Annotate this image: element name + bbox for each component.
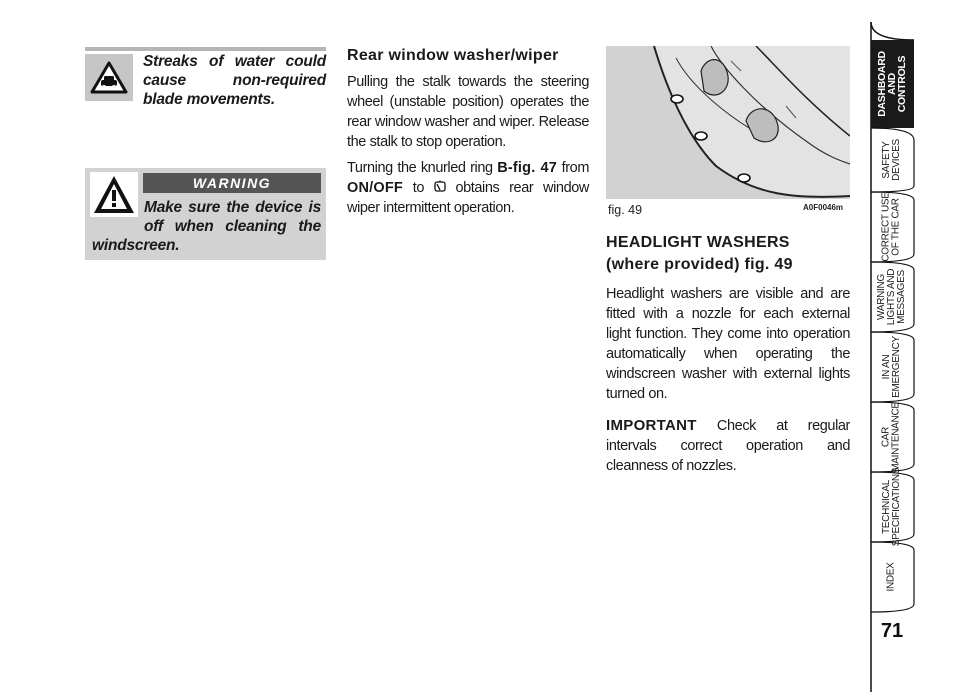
tab-label: CAR MAINTENANCE bbox=[881, 402, 903, 472]
headlight-heading-line-1: HEADLIGHT WASHERS bbox=[606, 234, 790, 251]
important-paragraph bbox=[606, 416, 850, 476]
note-box bbox=[85, 47, 326, 108]
headlight-heading-line-2: (where provided) fig. 49 bbox=[606, 256, 793, 273]
para2-text-a: Turning the knurled ring bbox=[347, 160, 498, 176]
tab-safety-devices[interactable] bbox=[870, 128, 914, 192]
note-top-rule bbox=[85, 47, 326, 51]
headlight-washers-paragraph: Headlight washers are visible and are fitted with a nozzle for each external light function. They come into operation automatically when operating the windscreen washer with external lights turned on. bbox=[606, 286, 850, 402]
tab-label: TECHNICAL SPECIFICATIONS bbox=[881, 467, 902, 547]
tab-warning-lights[interactable] bbox=[870, 262, 914, 332]
figure-caption: fig. 49 bbox=[608, 203, 643, 217]
note-text: Streaks of water could cause non-required blade movements. bbox=[143, 53, 326, 108]
tab-label: CORRECT USE OF THE CAR bbox=[881, 192, 902, 262]
tab-label: INDEX bbox=[886, 562, 897, 592]
on-off-label: ON/OFF bbox=[347, 180, 403, 196]
tab-label: SAFETY DEVICES bbox=[881, 139, 902, 181]
headlight-washers-heading bbox=[606, 232, 850, 276]
car-skid-triangle-icon bbox=[85, 54, 133, 101]
page-number: 71 bbox=[880, 620, 904, 642]
rear-washer-paragraph-2 bbox=[347, 158, 589, 218]
figure-reference: B-fig. 47 bbox=[497, 160, 558, 176]
rear-washer-section bbox=[347, 45, 589, 224]
warning-title: WARNING bbox=[143, 173, 321, 193]
para2-text-d: obtains rear window wiper intermittent operation. bbox=[347, 180, 589, 216]
para2-text-b: from bbox=[557, 160, 589, 176]
tab-car-maintenance[interactable] bbox=[870, 402, 914, 472]
important-text: Check at regular intervals correct operation and cleanness of nozzles. bbox=[606, 418, 850, 474]
section-tabs bbox=[870, 0, 960, 692]
tab-label: IN AN EMERGENCY bbox=[881, 336, 903, 398]
tab-dashboard-and-controls[interactable] bbox=[870, 40, 914, 128]
rear-washer-paragraph-1: Pulling the stalk towards the steering wheel (unstable position) operates the rear window washer and wiper. Release the stalk to stop operation. bbox=[347, 74, 589, 150]
para2-text-c: to bbox=[402, 180, 434, 196]
warning-text: Make sure the device is off when cleaning the windscreen. bbox=[92, 199, 321, 254]
headlight-washers-section bbox=[606, 232, 850, 482]
tab-in-an-emergency[interactable] bbox=[870, 332, 914, 402]
rear-wiper-symbol-icon bbox=[434, 179, 446, 192]
tab-index[interactable] bbox=[870, 542, 914, 612]
important-label: IMPORTANT bbox=[606, 417, 697, 434]
tab-technical-specifications[interactable] bbox=[870, 467, 914, 547]
tab-label: DASHBOARD AND CONTROLS bbox=[876, 51, 908, 117]
headlight-washer-figure bbox=[606, 46, 850, 199]
tab-label: WARNING LIGHTS AND MESSAGES bbox=[876, 268, 907, 326]
rear-washer-heading: Rear window washer/wiper bbox=[347, 47, 559, 64]
tab-correct-use[interactable] bbox=[870, 192, 914, 262]
warning-box bbox=[85, 168, 326, 260]
figure-code: A0F0046m bbox=[803, 203, 844, 212]
